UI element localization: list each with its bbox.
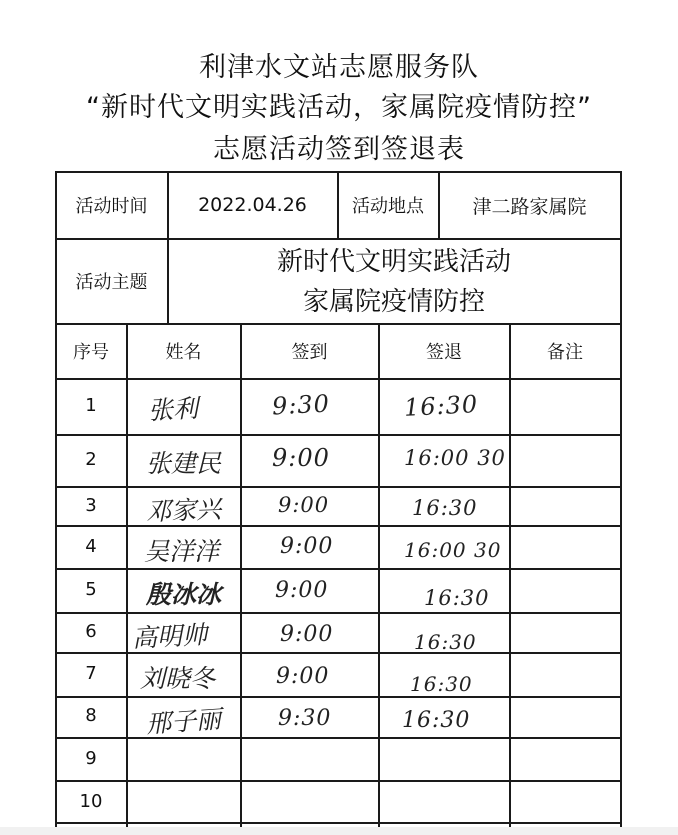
row-seq: 3: [85, 495, 97, 516]
row-seq: 8: [85, 705, 97, 726]
row-sign-in-time: 9:00: [280, 534, 334, 559]
activity-theme-label: 活动主题: [75, 272, 148, 293]
row-sign-out-time: 16:30: [424, 586, 490, 610]
row-sign-in-time: 9:30: [271, 389, 331, 421]
row-seq: 1: [85, 395, 97, 416]
title-team: 利津水文站志愿服务队: [199, 52, 479, 83]
row-seq: 2: [85, 449, 97, 470]
table-col-line: [509, 323, 511, 827]
activity-time-label: 活动时间: [75, 196, 148, 217]
row-sign-in-time: 9:00: [276, 664, 330, 689]
activity-time-value: 2022.04.26: [198, 194, 307, 216]
row-seq: 7: [85, 663, 97, 684]
table-row-line: [55, 525, 621, 527]
activity-place-value: 津二路家属院: [472, 195, 587, 218]
row-seq: 4: [85, 536, 97, 557]
row-name-signature: 殷冰冰: [146, 580, 222, 609]
row-sign-in-time: 9:00: [278, 493, 330, 517]
table-row-line: [55, 780, 621, 782]
row-sign-out-time: 16:30: [410, 672, 473, 696]
row-sign-out-time: 16:00 30: [404, 538, 502, 562]
row-sign-in-time: 9:30: [278, 706, 332, 731]
column-header-name: 姓名: [165, 342, 202, 363]
title-sheet: 志愿活动签到签退表: [213, 134, 465, 165]
row-sign-in-time: 9:00: [280, 622, 334, 647]
title-activity: “新时代文明实践活动，家属院疫情防控”: [86, 92, 592, 123]
row-sign-out-time: 16:00 30: [404, 446, 506, 470]
table-row-line: [55, 737, 621, 739]
row-name-signature: 刘晓冬: [140, 664, 216, 693]
table-row-line: [55, 486, 621, 488]
column-header-note: 备注: [547, 342, 583, 363]
row-name-signature: 吴洋洋: [144, 537, 220, 566]
row-sign-in-time: 9:00: [275, 578, 329, 603]
row-seq: 5: [85, 579, 97, 600]
row-sign-in-time: 9:00: [272, 444, 330, 472]
theme-line-2: 家属院疫情防控: [302, 287, 485, 317]
row-name-signature: 张建民: [146, 449, 222, 478]
row-sign-out-time: 16:30: [403, 390, 479, 422]
table-row-line: [55, 696, 621, 698]
row-name-signature: 张利: [147, 393, 199, 426]
table-row-line: [55, 822, 621, 824]
table-row-line: [55, 434, 621, 436]
row-seq: 6: [85, 621, 97, 642]
table-border-right: [620, 171, 622, 827]
theme-line-1: 新时代文明实践活动: [276, 247, 511, 277]
column-header-sign-out: 签退: [426, 342, 462, 363]
table-col-line: [126, 323, 128, 827]
table-row-line: [55, 612, 621, 614]
row-sign-out-time: 16:30: [414, 630, 477, 654]
row-name-signature: 邓家兴: [145, 494, 222, 527]
row-name-signature: 邢子丽: [145, 704, 223, 739]
row-name-signature: 高明帅: [131, 620, 208, 653]
row-seq: 10: [79, 791, 103, 812]
column-header-seq: 序号: [73, 342, 109, 363]
table-col-line: [240, 323, 242, 827]
column-header-sign-in: 签到: [291, 342, 328, 363]
activity-place-label: 活动地点: [352, 196, 424, 217]
row-seq: 9: [85, 748, 97, 769]
activity-theme-value: [168, 240, 620, 324]
table-row-line: [55, 568, 621, 570]
row-sign-out-time: 16:30: [402, 708, 471, 733]
table-col-line: [378, 323, 380, 827]
row-sign-out-time: 16:30: [412, 496, 478, 520]
table-row-line: [55, 378, 621, 380]
